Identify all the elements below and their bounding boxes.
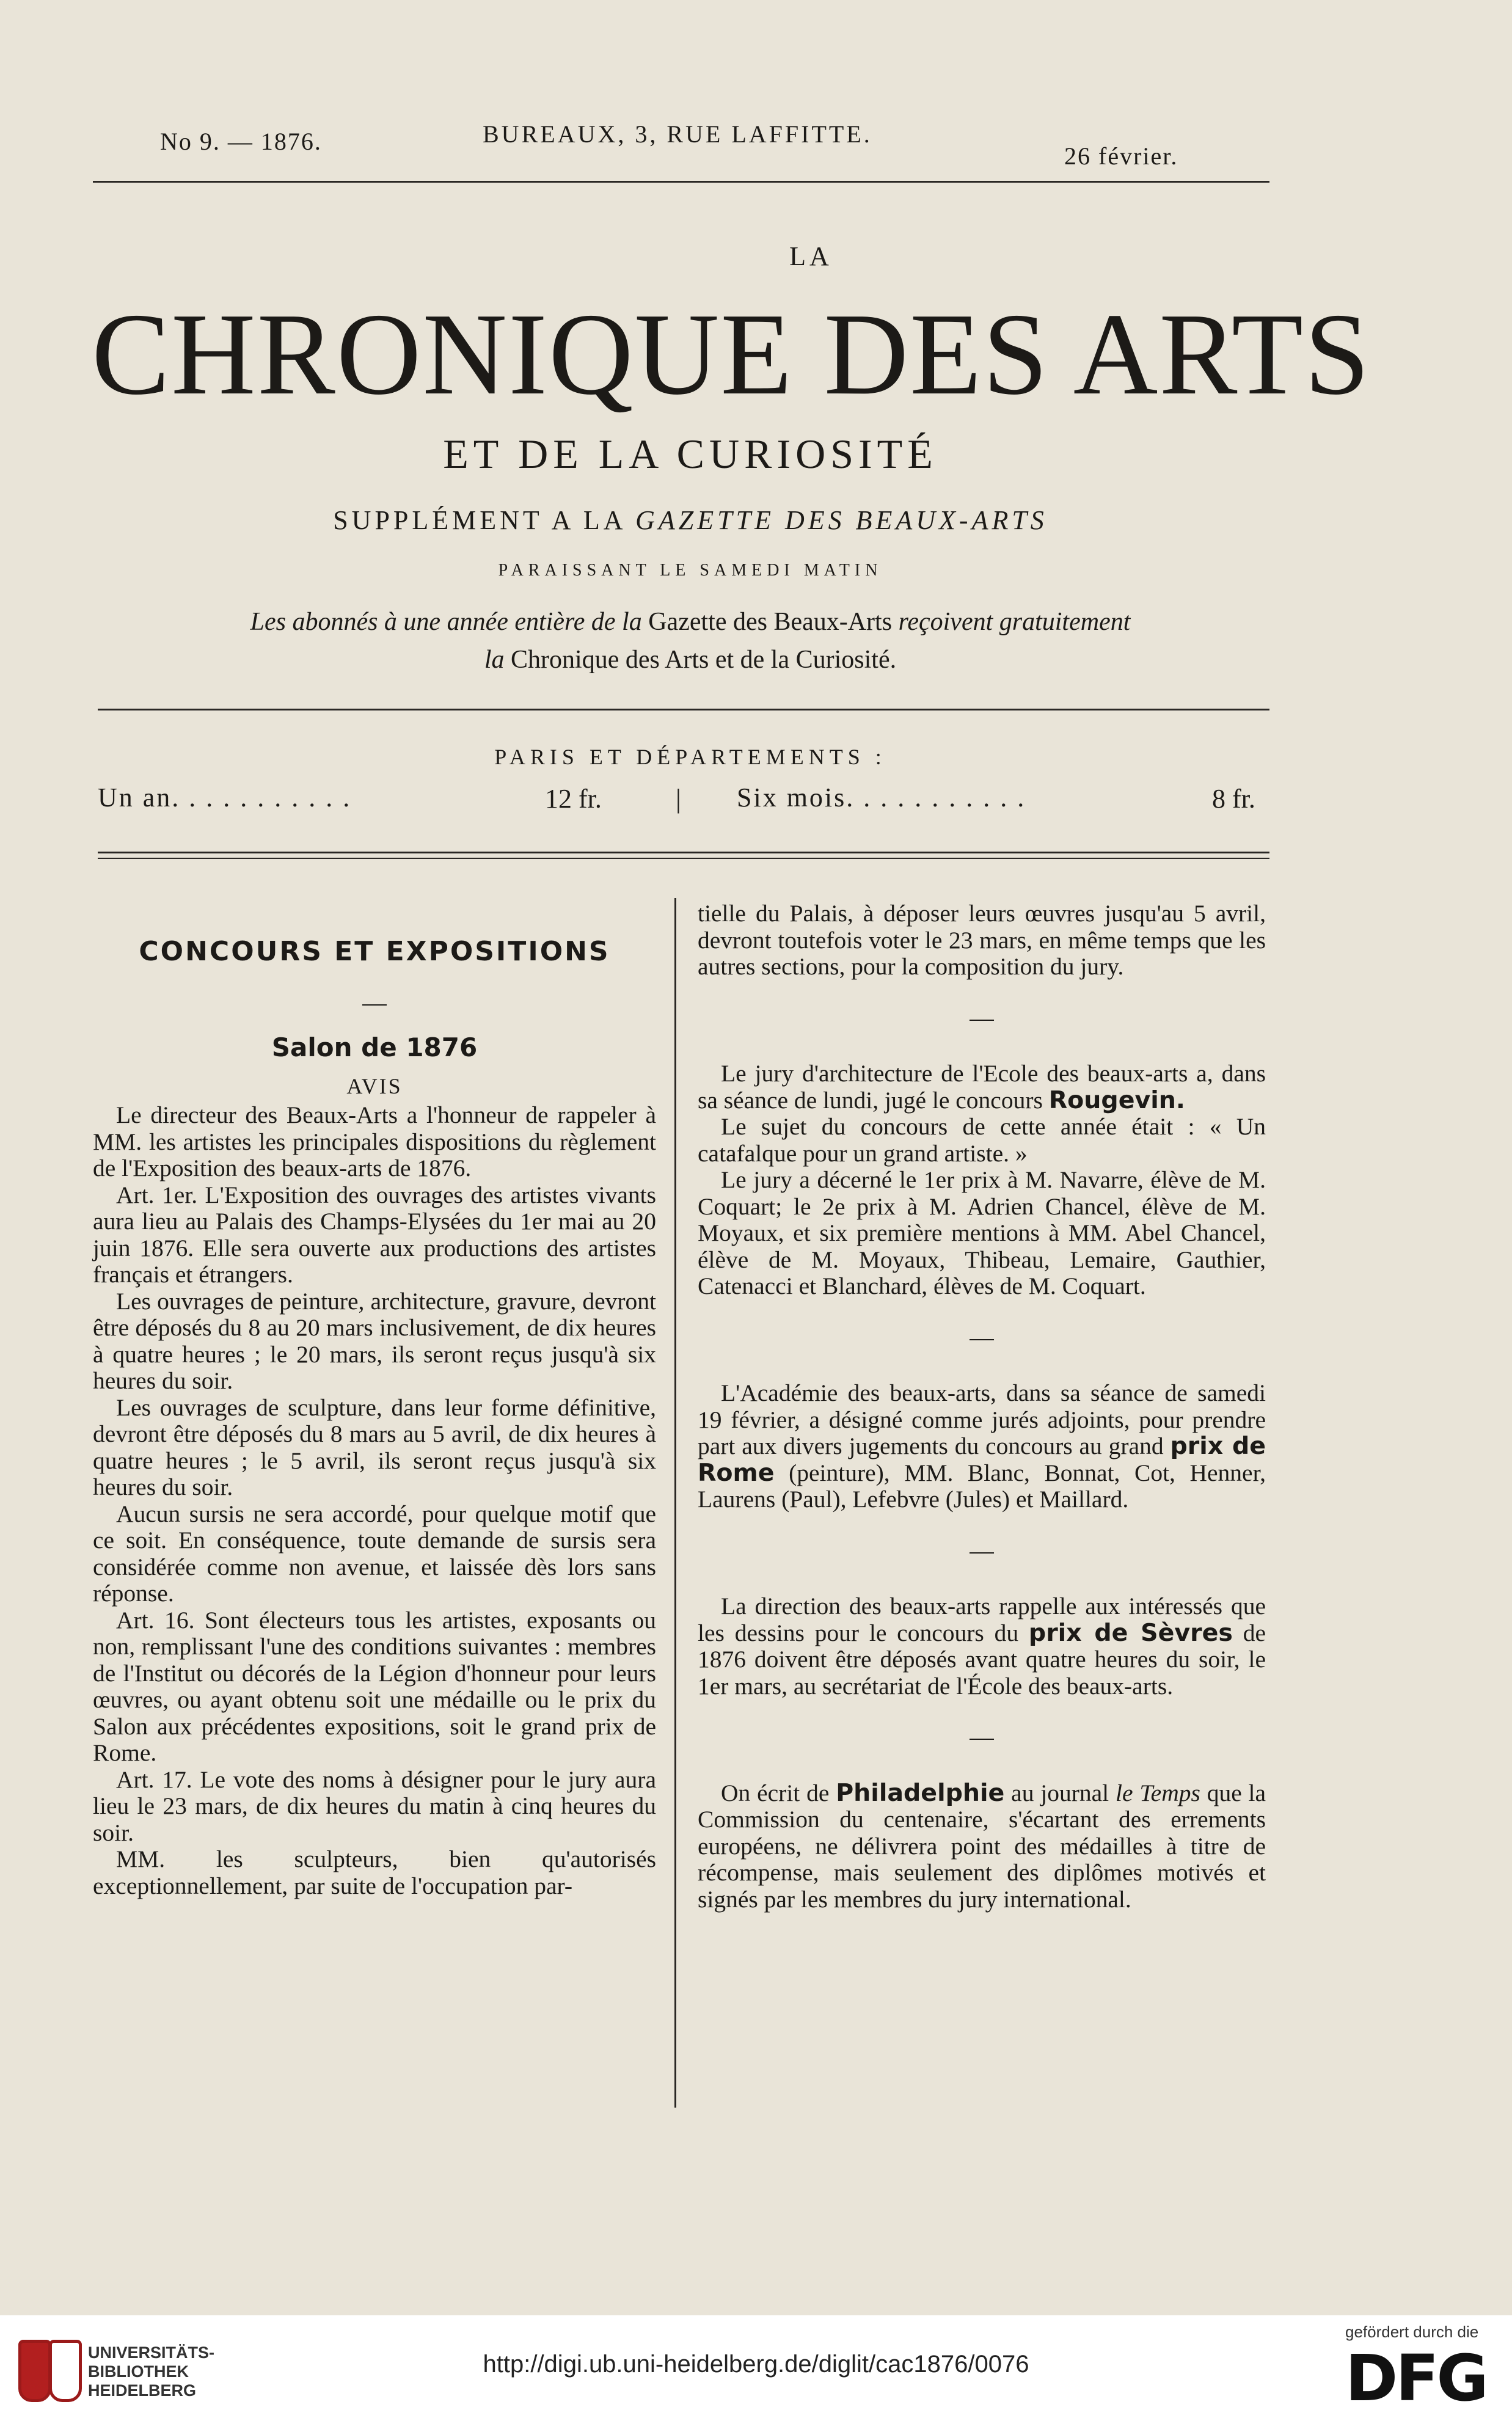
left-column (93, 938, 656, 1899)
avis-label: AVIS (346, 1073, 403, 1098)
separator-1: — (970, 1004, 994, 1031)
phila-text-c: au journal (1011, 1779, 1109, 1806)
right-column (698, 900, 1266, 1913)
frequency-line: PARAISSANT LE SAMEDI MATIN (498, 561, 883, 580)
address: BUREAUX, 3, RUE LAFFITTE. (483, 120, 872, 148)
separator-2: — (970, 1323, 994, 1351)
paragraph-sculpteurs: MM. les sculpteurs, bien qu'autorisés exceptionnellement, par suite de l'occupation par- (93, 1846, 656, 1899)
paragraph-art17: Art. 17. Le vote des noms à désigner pour le jury aura lieu le 23 mars, de dix heures du matin à cinq heures du soir. (93, 1766, 656, 1846)
paragraph-peinture: Les ouvrages de peinture, architecture, gravure, devront être déposés du 8 au 20 mars inclusivement, de dix heures à quatre heures ; le 20 mars, ils seront reçus jusqu'à six heures du soir. (93, 1287, 656, 1394)
dfg-logo[interactable]: DFG (1345, 2341, 1486, 2416)
sevres-text-c: de 1876 doivent être déposés avant quatre heures du soir, le 1er mars, au secrétariat de l'École des beaux-arts. (698, 1619, 1266, 1700)
one-year-label: Un an. . . . . . . . . . . (98, 783, 352, 812)
supplement-line (92, 505, 1289, 536)
paragraph-sevres (698, 1593, 1266, 1700)
prix-de-rome: prix de Rome (698, 1432, 1266, 1487)
funded-by-label: gefördert durch die (1345, 2323, 1479, 2341)
paragraph-sursis: Aucun sursis ne sera accordé, pour quelque motif que ce soit. En conséquence, toute demande de sursis sera considérée comme non avenue, et laissée dès lors sans réponse. (93, 1500, 656, 1607)
library-line-3: HEIDELBERG (88, 2381, 197, 2400)
header-rule (93, 181, 1269, 183)
separator-3: — (970, 1536, 994, 1564)
paragraph-continued: tielle du Palais, à déposer leurs œuvres jusqu'au 5 avril, devront toutefois voter le 23 mars, en même temps que les autres sections, pour la composition du jury. (698, 900, 1266, 980)
phila-text-a: On écrit de (721, 1779, 830, 1806)
paragraph-prix: Le jury a décerné le 1er prix à M. Navarre, élève de M. Coquart; le 2e prix à M. Adrien Chancel, élève de M. Moyaux, et six première mentions à MM. Abel Chancel, élève de M. Moyaux, Thibeau, Lemaire, Gauthier, Catenacci et Blanchard, élèves de M. Coquart. (698, 1166, 1266, 1299)
notice-italic-a: Les abonnés à une année entière de la (250, 608, 642, 636)
subscription-heading: PARIS ET DÉPARTEMENTS : (494, 745, 886, 769)
paragraph-academie (698, 1380, 1266, 1513)
section-title: CONCOURS ET EXPOSITIONS (139, 936, 610, 967)
issue-number: No 9. — 1876. (160, 128, 322, 155)
separator-4: — (970, 1723, 994, 1750)
masthead-title: CHRONIQUE DES ARTS (92, 289, 1371, 419)
notice-italic-c: reçoivent gratuitement (898, 608, 1131, 636)
viewer-footer (0, 2315, 1512, 2421)
notice-italic-la: la (484, 646, 505, 674)
salon-title: Salon de 1876 (271, 1032, 478, 1062)
subscription-rule-1 (98, 852, 1269, 853)
paragraph-rougevin (698, 1061, 1266, 1114)
price-divider: | (676, 784, 681, 814)
prix-de-sevres: prix de Sèvres (1028, 1618, 1233, 1647)
paragraph-art16: Art. 16. Sont électeurs tous les artistes, exposants ou non, remplissant l'une des conditions suivantes : membres de l'Institut ou décorés de la Légion d'honneur pour leurs œuvres, ou ayant obtenu soit une médaille ou le prix du Salon aux précédentes expositions, soit le grand prix de Rome. (93, 1606, 656, 1766)
rougevin-text: Le jury d'architecture de l'Ecole des beaux-arts a, dans sa séance de lundi, jugé le concours (698, 1060, 1266, 1114)
section-dash: — (362, 988, 387, 1016)
academie-text-a: L'Académie des beaux-arts, dans sa séance de samedi 19 février, a désigné comme jurés adjoints, pour prendre part aux divers jugements du concours au grand (698, 1379, 1266, 1459)
column-divider (674, 898, 676, 2108)
subscriber-notice-2 (92, 645, 1289, 674)
philadelphie: Philadelphie (836, 1778, 1005, 1807)
library-line-2: BIBLIOTHEK (88, 2362, 189, 2381)
paragraph-intro: Le directeur des Beaux-Arts a l'honneur de rappeler à MM. les artistes les principales dispositions du règlement de l'Exposition des beaux-arts de 1876. (93, 1101, 656, 1181)
sevres-text-a: La direction des beaux-arts rappelle aux intéressés que les dessins pour le concours du (698, 1593, 1266, 1646)
one-year-price: 12 fr. (545, 784, 602, 814)
paragraph-sculpture: Les ouvrages de sculpture, dans leur forme définitive, devront être déposés du 8 mars au 5 avril, de dix heures à quatre heures ; le 5 avril, ils seront reçus jusqu'à six heures du soir. (93, 1393, 656, 1500)
source-url-link[interactable]: http://digi.ub.uni-heidelberg.de/diglit/cac1876/0076 (483, 2351, 1029, 2378)
academie-text-c: (peinture), MM. Blanc, Bonnat, Cot, Henner, Laurens (Paul), Lefebvre (Jules) et Maillard. (698, 1459, 1266, 1513)
gazette-title: GAZETTE DES BEAUX-ARTS (635, 505, 1048, 535)
paragraph-sujet: Le sujet du concours de cette année était : « Un catafalque pour un grand artiste. » (698, 1113, 1266, 1167)
paragraph-philadelphie (698, 1780, 1266, 1913)
rougevin-name: Rougevin. (1048, 1086, 1185, 1114)
issue-date: 26 février. (1064, 142, 1178, 170)
library-line-1: UNIVERSITÄTS- (88, 2343, 215, 2362)
six-months-price: 8 fr. (1212, 784, 1255, 814)
subscription-rule-2 (98, 858, 1269, 859)
masthead-rule (98, 709, 1269, 710)
paragraph-art1: Art. 1er. L'Exposition des ouvrages des artistes vivants aura lieu au Palais des Champs-Elysées du 1er mai au 20 juin 1876. Elle sera ouverte aux productions des artistes français et étrangers. (93, 1181, 656, 1288)
supplement-prefix: SUPPLÉMENT A LA (333, 505, 626, 535)
subscriber-notice-1 (92, 607, 1289, 637)
masthead-la: LA (789, 241, 833, 271)
notice-chronique: Chronique des Arts et de la Curiosité. (511, 646, 897, 674)
masthead-subtitle: ET DE LA CURIOSITÉ (443, 431, 938, 477)
le-temps: le Temps (1116, 1779, 1200, 1806)
six-months-label: Six mois. . . . . . . . . . . (737, 783, 1026, 812)
notice-gazette: Gazette des Beaux-Arts (648, 608, 893, 636)
phila-text-e: que la Commission du centenaire, s'écartant des errements européens, ne délivrera point des médailles à titre de récompense, mais seulement des diplômes motivés et signés par les membres du jury international. (698, 1779, 1266, 1913)
